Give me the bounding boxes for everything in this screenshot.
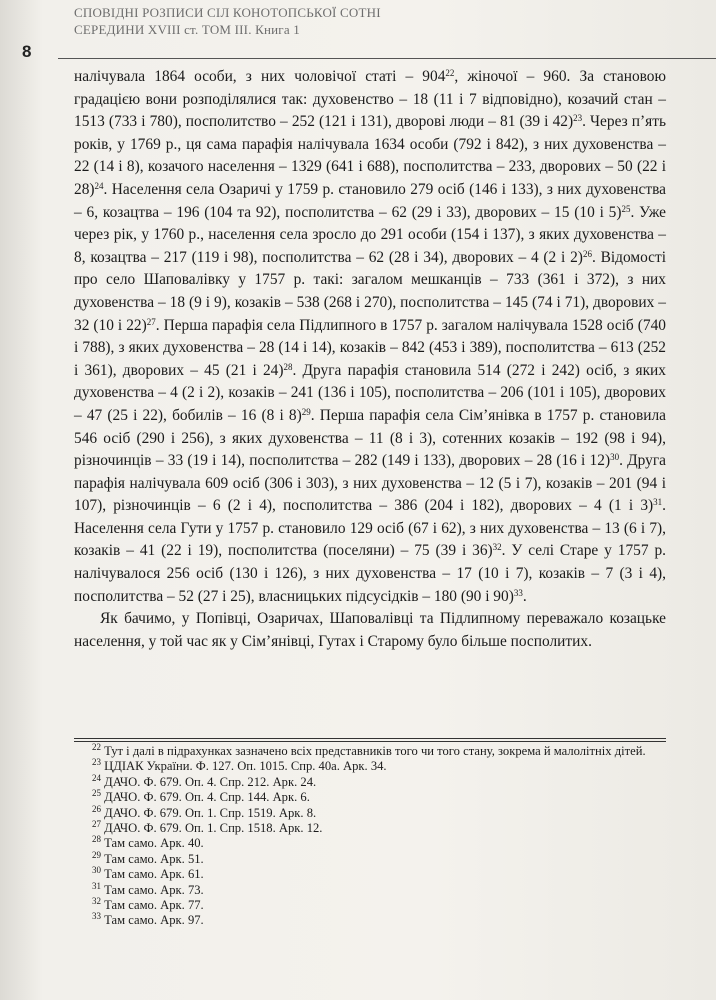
footnote-ref: 31 xyxy=(653,497,663,508)
main-text xyxy=(74,66,666,653)
text-run: налічувала 1864 особи, з них чоловічої статі – 904 xyxy=(74,68,446,85)
text-run: . xyxy=(522,587,527,605)
footnote-ref: 22 xyxy=(445,68,455,78)
footnote-text: Там само. Арк. 73. xyxy=(104,882,204,897)
footnote-text: Там само. Арк. 61. xyxy=(104,867,204,882)
footnote-ref: 25 xyxy=(621,203,631,214)
footnote-ref: 23 xyxy=(573,113,583,124)
footnote-number: 26 xyxy=(92,803,101,814)
footnote-number: 33 xyxy=(92,911,101,922)
footnote-text: ДАЧО. Ф. 679. Оп. 4. Спр. 144. Арк. 6. xyxy=(104,790,310,805)
footnote-number: 30 xyxy=(92,865,101,876)
footnote-number: 28 xyxy=(92,834,101,845)
footnotes-list xyxy=(74,744,666,929)
text-run: . Відомості про село Шаповалівку у 1757 р. такі: загалом мешканців – 733 (361 і 372), з них духовенства – 18 (9 і 9), козаків – 538 (268 і 270), посполитства – 145 (74 і 71), дворових – 32 (10 і 22) xyxy=(74,248,666,334)
footnote-ref: 26 xyxy=(582,248,592,259)
header-line-2: СЕРЕДИНИ XVIII ст. ТОМ III. Книга 1 xyxy=(74,22,300,37)
footnote xyxy=(74,913,666,928)
footnote-ref: 28 xyxy=(283,361,293,372)
footnote-ref: 33 xyxy=(513,587,523,598)
footnote-number: 22 xyxy=(92,742,101,752)
footnote xyxy=(74,772,666,790)
text-run: . Населення села Озаричі у 1759 р. становило 279 осіб (146 і 133), з них духовенства – 6, козацтва – 196 (104 та 92), посполитства – 62 (29 і 33), дворових – 15 (10 і 5) xyxy=(74,180,666,221)
running-header xyxy=(74,4,694,38)
text-run: . Перша парафія села Підлипного в 1757 р. загалом налічувала 1528 осіб (740 і 788), з яких духовенства – 28 (14 і 14), козаків – 842 (453 і 389), посполитства – 613 (252 і 361), дворових – 45 (21 і 24) xyxy=(74,316,666,379)
footnote-separator xyxy=(74,741,666,742)
text-run: . Населення села Гути у 1757 р. становило 129 осіб (67 і 62), з них духовенства – 13 (6 і 7), козаків – 41 (22 і 19), посполитства (поселяни) – 75 (39 і 36) xyxy=(74,497,666,560)
text-run: . Уже через рік, у 1760 р., населення села зросло до 291 особи (154 і 137), з яких духовенства – 8, козацтва – 217 (119 і 98), посполитства – 62 (28 і 34), дворових – 4 (2 і 2) xyxy=(74,203,666,266)
footnote-text: Там само. Арк. 40. xyxy=(104,836,204,851)
footnote xyxy=(74,867,666,882)
footnote-text: ЦДІАК України. Ф. 127. Оп. 1015. Спр. 40а. Арк. 34. xyxy=(104,759,387,774)
footnote xyxy=(74,849,666,867)
footnote-ref: 27 xyxy=(146,316,156,327)
footnote-text: Тут і далі в підрахунках зазначено всіх представників того чи того стану, зокрема й малолітніх дітей. xyxy=(104,744,646,758)
footnote xyxy=(74,790,666,805)
text-run: . Друга парафія становила 514 (272 і 242) осіб, з яких духовенства – 4 (2 і 2), козаків – 241 (136 і 105), посполитства – 206 (101 і 105), дворових – 47 (25 і 22), бобилів – 16 (8 і 8) xyxy=(74,361,666,424)
footnote-text: ДАЧО. Ф. 679. Оп. 1. Спр. 1519. Арк. 8. xyxy=(104,805,317,820)
text-run: . У селі Старе у 1757 р. налічувалося 256 осіб (130 і 126), з них духовенства – 17 (10 і 7), козаків – 7 (3 і 4), посполитства – 52 (27 і 25), власницьких підсусідків – 180 (90 і 90) xyxy=(74,542,667,605)
footnote-text: ДАЧО. Ф. 679. Оп. 1. Спр. 1518. Арк. 12. xyxy=(104,821,323,836)
footnote-number: 25 xyxy=(92,788,101,799)
footnote xyxy=(74,744,666,759)
text-run: . Друга парафія налічувала 609 осіб (306 і 303), з них духовенства – 12 (5 і 7), козаків – 201 (94 і 107), різночинців – 6 (2 і 4), посполитства – 386 (204 і 182), дворових – 4 (1 і 3) xyxy=(74,452,666,515)
footnote-number: 31 xyxy=(92,880,101,891)
footnote-ref: 32 xyxy=(492,542,502,553)
header-line-1: СПОВІДНІ РОЗПИСИ СІЛ КОНОТОПСЬКОЇ СОТНІ xyxy=(74,5,381,20)
footnote-number: 27 xyxy=(92,819,101,830)
footnote xyxy=(74,821,666,836)
paragraph-2: Як бачимо, у Попівці, Озаричах, Шаповалівці та Підлипному переважало козацьке населення, у той час як у Сім’янівці, Гутах і Старому було більше посполитих. xyxy=(74,610,666,650)
text-run: . Через п’ять років, у 1769 р., ця сама парафія налічувала 1634 особи (792 і 842), з них духовенства – 22 (14 і 8), козачого населення – 1329 (641 і 688), посполитства – 233, дворових – 50 (22 і 28) xyxy=(74,113,666,198)
paragraph-1 xyxy=(74,66,666,608)
footnote-text: Там само. Арк. 77. xyxy=(104,898,204,913)
footnote xyxy=(74,803,666,821)
footnote-text: Там само. Арк. 97. xyxy=(104,913,204,928)
footnote-text: Там само. Арк. 51. xyxy=(104,851,204,866)
footnote-number: 23 xyxy=(92,757,101,768)
page-number: 8 xyxy=(22,42,32,61)
footnote-ref: 29 xyxy=(301,406,311,417)
footnote xyxy=(74,836,666,851)
text-run: . Перша парафія села Сім’янівка в 1757 р. становила 546 осіб (290 і 256), з яких духовенства – 11 (8 і 3), сотенних козаків – 192 (98 і 94), різночинців – 33 (19 і 14), посполитства – 282 (149 і 133), дворових – 28 (16 і 12) xyxy=(74,406,666,470)
footnote-number: 29 xyxy=(92,849,101,860)
footnote xyxy=(74,880,666,898)
footnote-text: ДАЧО. Ф. 679. Оп. 4. Спр. 212. Арк. 24. xyxy=(104,774,317,789)
footnote-number: 24 xyxy=(92,772,101,783)
footnote-ref: 30 xyxy=(610,452,620,463)
footnote-ref: 24 xyxy=(94,180,104,191)
footnote-number: 32 xyxy=(92,896,101,907)
footnote xyxy=(74,759,666,774)
text-run: , жіночої – 960. За становою градацією вони розподілялися так: духовенство – 18 (11 і 7 відповідно), козачий стан – 1513 (733 і 780), посполитство – 252 (121 і 131), дворові люди – 81 (39 і 42) xyxy=(74,68,666,131)
footnote-separator xyxy=(74,738,666,739)
header-rule xyxy=(58,58,716,59)
footnote xyxy=(74,898,666,913)
